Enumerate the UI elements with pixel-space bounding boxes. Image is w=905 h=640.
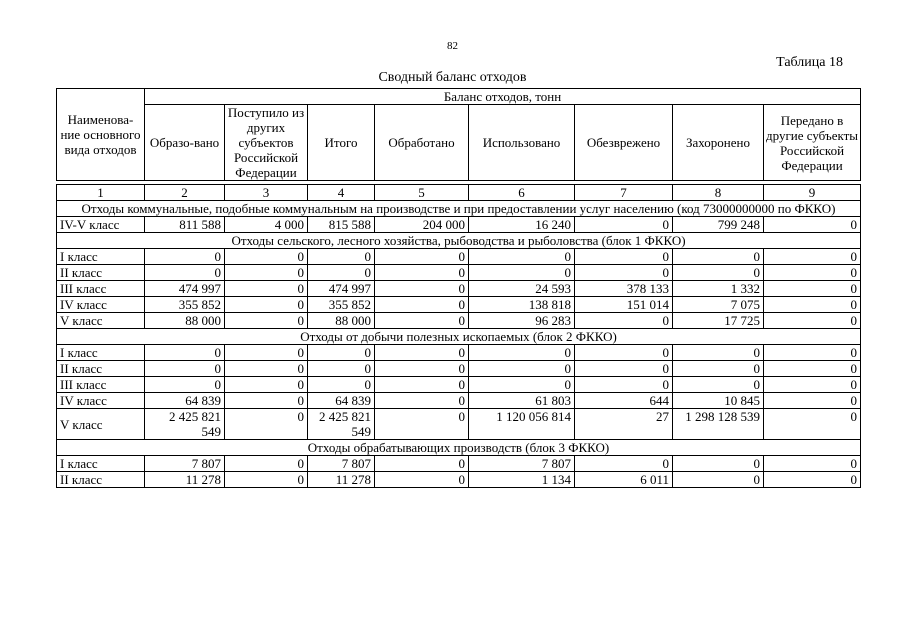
table-cell: 355 852 [308,297,375,313]
table-cell: 0 [375,456,469,472]
table-cell: 0 [575,456,673,472]
header-waste-type: Наименова-ние основного вида отходов [57,89,145,181]
table-cell: 0 [575,313,673,329]
section-row [57,329,861,345]
table-row [57,361,861,377]
waste-balance-table [56,88,861,488]
table-cell: 151 014 [575,297,673,313]
table-cell: 474 997 [308,281,375,297]
table-cell: 11 278 [145,472,225,488]
table-cell: 0 [764,377,861,393]
table-cell: 7 807 [145,456,225,472]
row-class-label: II класс [57,265,145,281]
table-header [57,89,861,185]
table-cell: 0 [575,217,673,233]
table-cell: 64 839 [308,393,375,409]
table-cell: 0 [145,249,225,265]
column-index: 3 [225,185,308,201]
table-cell: 811 588 [145,217,225,233]
section-row [57,233,861,249]
table-cell: 204 000 [375,217,469,233]
table-cell: 474 997 [145,281,225,297]
table-cell: 0 [764,345,861,361]
page-number: 82 [447,40,458,52]
table-cell: 0 [145,265,225,281]
table-cell: 0 [225,297,308,313]
table-cell: 11 278 [308,472,375,488]
table-cell: 88 000 [308,313,375,329]
table-row [57,393,861,409]
table-row [57,472,861,488]
table-cell: 0 [469,361,575,377]
table-cell: 0 [375,377,469,393]
table-cell: 0 [225,456,308,472]
section-row [57,201,861,217]
table-cell: 0 [575,377,673,393]
table-cell: 138 818 [469,297,575,313]
table-cell: 0 [575,345,673,361]
table-cell: 0 [575,249,673,265]
table-cell: 0 [673,361,764,377]
table-cell: 1 134 [469,472,575,488]
header-group-balance: Баланс отходов, тонн [145,89,861,105]
row-class-label: IV класс [57,393,145,409]
column-index: 9 [764,185,861,201]
table-cell: 0 [225,472,308,488]
table-cell: 4 000 [225,217,308,233]
table-cell: 61 803 [469,393,575,409]
table-cell: 0 [375,472,469,488]
section-title: Отходы обрабатывающих производств (блок 3 ФККО) [57,440,861,456]
table-cell: 355 852 [145,297,225,313]
table-cell: 1 298 128 539 [673,409,764,440]
table-cell: 0 [225,393,308,409]
table-cell: 0 [308,265,375,281]
column-index: 4 [308,185,375,201]
column-index: 2 [145,185,225,201]
header-used: Использовано [469,105,575,181]
table-cell: 96 283 [469,313,575,329]
table-cell: 7 807 [469,456,575,472]
table-body [57,185,861,488]
table-cell: 644 [575,393,673,409]
table-cell: 0 [308,377,375,393]
table-cell: 24 593 [469,281,575,297]
column-index-row [57,185,861,201]
row-class-label: II класс [57,361,145,377]
header-processed: Обработано [375,105,469,181]
table-cell: 2 425 821 549 [145,409,225,440]
table-cell: 17 725 [673,313,764,329]
table-cell: 0 [225,249,308,265]
column-index: 7 [575,185,673,201]
table-cell: 0 [375,313,469,329]
table-cell: 799 248 [673,217,764,233]
table-number: Таблица 18 [776,55,843,70]
table-row [57,409,861,440]
table-cell: 0 [375,265,469,281]
table-cell: 0 [673,456,764,472]
column-index: 1 [57,185,145,201]
row-class-label: III класс [57,281,145,297]
table-cell: 0 [764,361,861,377]
table-row [57,456,861,472]
row-class-label: V класс [57,409,145,440]
table-row [57,345,861,361]
table-cell: 0 [308,361,375,377]
table-row [57,217,861,233]
table-cell: 88 000 [145,313,225,329]
table-cell: 0 [308,249,375,265]
row-class-label: I класс [57,249,145,265]
row-class-label: I класс [57,345,145,361]
table-cell: 0 [673,265,764,281]
column-index: 5 [375,185,469,201]
table-cell: 0 [764,217,861,233]
row-class-label: II класс [57,472,145,488]
table-cell: 0 [375,345,469,361]
table-cell: 0 [225,361,308,377]
table-cell: 0 [575,265,673,281]
table-title: Сводный баланс отходов [378,70,527,85]
table-cell: 0 [673,377,764,393]
table-cell: 0 [469,345,575,361]
table-cell: 0 [225,265,308,281]
header-transferred: Передано в другие субъекты Российской Федерации [764,105,861,181]
table-cell: 6 011 [575,472,673,488]
row-class-label: IV класс [57,297,145,313]
table-cell: 0 [145,361,225,377]
table-cell: 1 332 [673,281,764,297]
table-cell: 0 [375,361,469,377]
row-class-label: V класс [57,313,145,329]
table-cell: 27 [575,409,673,440]
table-cell: 0 [375,409,469,440]
table-cell: 16 240 [469,217,575,233]
header-total: Итого [308,105,375,181]
table-cell: 0 [764,313,861,329]
table-cell: 0 [764,472,861,488]
table-cell: 0 [469,249,575,265]
table-row [57,281,861,297]
header-formed: Образо-вано [145,105,225,181]
table-cell: 7 807 [308,456,375,472]
table-cell: 0 [375,393,469,409]
table-row [57,265,861,281]
table-cell: 0 [575,361,673,377]
table-cell: 378 133 [575,281,673,297]
row-class-label: III класс [57,377,145,393]
table-cell: 0 [225,377,308,393]
table-cell: 1 120 056 814 [469,409,575,440]
section-row [57,440,861,456]
column-index: 6 [469,185,575,201]
table-cell: 0 [673,249,764,265]
column-index: 8 [673,185,764,201]
table-cell: 0 [764,281,861,297]
table-cell: 0 [145,377,225,393]
table-cell: 0 [308,345,375,361]
section-title: Отходы сельского, лесного хозяйства, рыбоводства и рыболовства (блок 1 ФККО) [57,233,861,249]
table-cell: 0 [145,345,225,361]
section-title: Отходы от добычи полезных ископаемых (блок 2 ФККО) [57,329,861,345]
table-row [57,297,861,313]
section-title: Отходы коммунальные, подобные коммунальным на производстве и при предоставлении услуг населению (код 73000000000 по ФККО) [57,201,861,217]
header-neutralized: Обезврежено [575,105,673,181]
table-cell: 0 [764,456,861,472]
row-class-label: I класс [57,456,145,472]
table-row [57,377,861,393]
table-cell: 0 [764,409,861,440]
table-cell: 0 [764,265,861,281]
table-cell: 0 [225,313,308,329]
row-class-label: IV-V класс [57,217,145,233]
table-cell: 64 839 [145,393,225,409]
table-cell: 0 [673,472,764,488]
header-received: Поступило из других субъектов Российской Федерации [225,105,308,181]
table-cell: 0 [375,281,469,297]
table-cell: 0 [764,297,861,313]
table-row [57,313,861,329]
table-cell: 815 588 [308,217,375,233]
table-cell: 0 [764,249,861,265]
table-cell: 0 [673,345,764,361]
table-cell: 7 075 [673,297,764,313]
table-cell: 0 [469,377,575,393]
table-cell: 2 425 821 549 [308,409,375,440]
table-cell: 0 [375,297,469,313]
table-cell: 0 [225,409,308,440]
table-cell: 0 [764,393,861,409]
header-buried: Захоронено [673,105,764,181]
table-cell: 0 [225,281,308,297]
table-cell: 0 [375,249,469,265]
table-row [57,249,861,265]
table-cell: 10 845 [673,393,764,409]
table-cell: 0 [469,265,575,281]
table-cell: 0 [225,345,308,361]
